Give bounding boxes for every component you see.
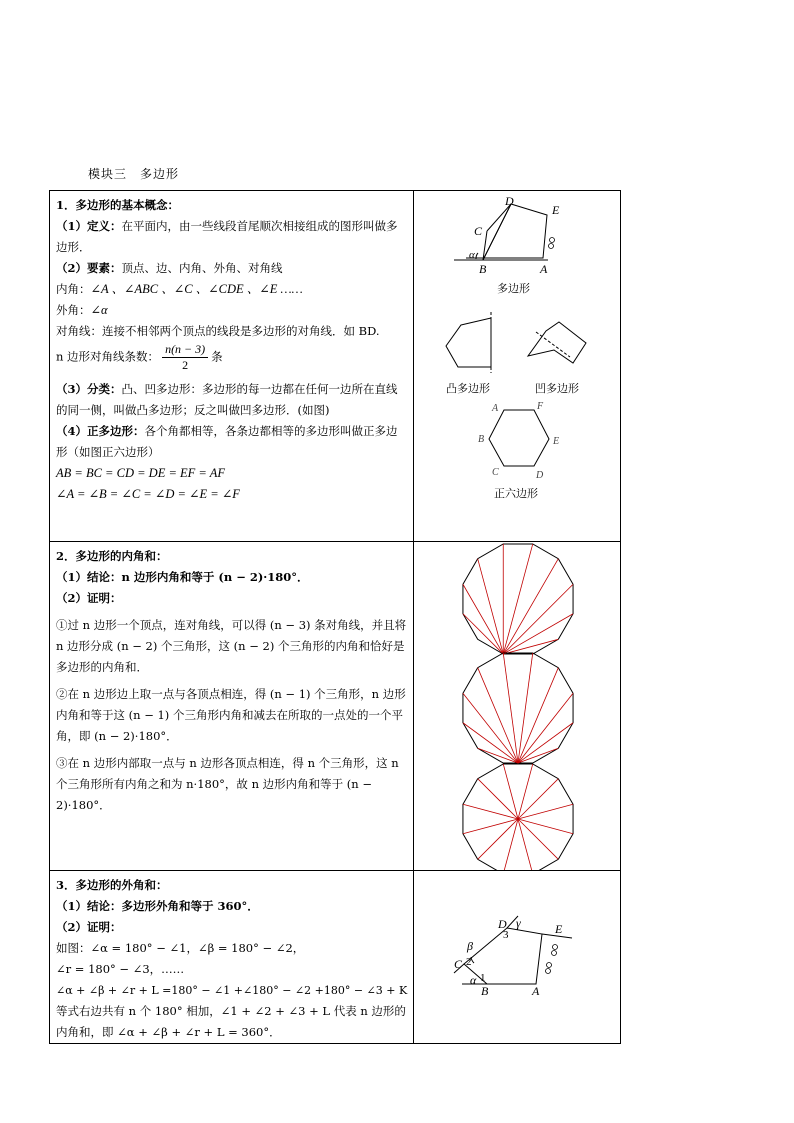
hex-label-a: A: [492, 403, 499, 414]
angle-2-label: 2: [466, 956, 472, 968]
interior-point-line: [503, 764, 518, 819]
content-table: [49, 190, 621, 1044]
section-1-heading: 1．多边形的基本概念：: [56, 198, 180, 212]
break-marks-2: [546, 945, 558, 974]
equal-sides: AB = BC = CD = DE = EF = AF: [56, 466, 226, 480]
elements: （2）要素：顶点、边、内角、外角、对角线: [56, 261, 283, 275]
diagonal-formula: $\frac{n(n - 3)}{2}$: [162, 342, 208, 373]
ext-label-e: E: [555, 922, 563, 936]
hexagon-caption: 正六边形: [494, 487, 539, 500]
dodecagon-side-point: [463, 653, 573, 763]
section-2-text: [50, 542, 414, 871]
hex-label-f: F: [537, 401, 544, 412]
interior-sum-figures: [414, 542, 620, 870]
section-1-text: [50, 191, 414, 542]
section-3-figures: [414, 871, 621, 1044]
hex-label-e: E: [553, 436, 560, 447]
proof-method-3: ③在 n 边形内部取一点与 n 边形各顶点相连，得 n 个三角形，这 n 个三角形所有内角之和为 n·180°，故 n 边形内角和等于 (n − 2)·180°．: [56, 756, 399, 812]
diagonal-line: [503, 614, 573, 654]
proof-method-2: ②在 n 边形边上取一点与各顶点相连，得 (n − 1) 个三角形，n 边形内角和等于这 (n − 1) 个三角形内角和减去在所取的一点处的一个平角，即 (n − 2)·180°．: [56, 687, 406, 743]
section-3-heading: 3．多边形的外角和：: [56, 878, 168, 892]
interior-sum-proof-label: （2）证明：: [56, 591, 122, 605]
ext-label-beta: β: [467, 939, 474, 953]
proof-line-1: 如图：∠α = 180° − ∠1，∠β = 180° − ∠2，: [56, 941, 305, 955]
diagonal-line: [503, 544, 533, 654]
interior-sum-conclusion: （1）结论：n 边形内角和等于 (n − 2)·180°．: [56, 570, 309, 584]
convex-polygon-figure: [446, 312, 491, 373]
section-2-heading: 2．多边形的内角和：: [56, 549, 168, 563]
ext-label-c: C: [454, 957, 463, 971]
exterior-sum-conclusion: （1）结论：多边形外角和等于 360°．: [56, 899, 259, 913]
hex-label-c: C: [492, 467, 499, 478]
proof-line-2: ∠r = 180° − ∠3，……: [56, 962, 185, 976]
section-3-text: [50, 871, 414, 1044]
exterior-sum-proof-label: （2）证明：: [56, 920, 122, 934]
interior-point-line: [518, 804, 573, 819]
ext-label-a: A: [532, 984, 540, 998]
exterior-angle: 外角：∠α: [56, 303, 108, 317]
pentagon-caption: 多边形: [497, 282, 531, 295]
section-3-row: [50, 871, 621, 1044]
regular-hexagon-figure: [489, 410, 549, 466]
concave-caption: 凹多边形: [535, 382, 580, 395]
label-e: E: [552, 203, 560, 217]
label-d: D: [505, 194, 514, 208]
interior-point-line: [463, 804, 518, 819]
hex-label-b: B: [478, 434, 485, 445]
diagonal-definition: 对角线：连接不相邻两个顶点的线段是多边形的对角线．如 BD.: [56, 324, 380, 338]
proof-line-3: ∠α + ∠β + ∠r + L =180° − ∠1 +∠180° − ∠2 +180° − ∠3 + K: [56, 984, 408, 997]
label-alpha: α: [469, 249, 475, 261]
interior-point-line: [478, 819, 518, 859]
ext-label-gamma: γ: [516, 916, 521, 930]
section-2-figures: [414, 542, 621, 871]
classification: （3）分类：凸、凹多边形：多边形的每一边都在任何一边所在直线的同一侧，叫做凸多边形；反之叫做凹多边形．(如图): [56, 382, 398, 417]
section-1-row: [50, 191, 621, 542]
section-1-figures: [414, 191, 621, 542]
interior-point-line: [463, 819, 518, 834]
ext-label-alpha: α: [470, 973, 477, 987]
diagonal-line: [478, 559, 504, 654]
ext-label-d: D: [498, 917, 507, 931]
ext-label-b: B: [481, 984, 489, 998]
section-2-row: [50, 542, 621, 871]
proof-line-4: 等式右边共有 n 个 180° 相加，∠1 + ∠2 + ∠3 + L 代表 n 边形的内角和，即 ∠α + ∠β + ∠r + L = 360°．: [56, 1004, 406, 1039]
break-marks: [549, 238, 555, 249]
diagonal-line: [503, 584, 573, 654]
proof-method-1: ①过 n 边形一个顶点，连对角线，可以得 (n − 3) 条对角线，并且将 n 边形分成 (n − 2) 个三角形，这 (n − 2) 个三角形的内角和恰好是多边形的内角和．: [56, 618, 407, 674]
diagonal-line: [463, 584, 503, 654]
label-c: C: [474, 224, 483, 238]
hex-label-d: D: [536, 470, 544, 481]
diagonal-count: n 边形对角线条数： $\frac{n(n - 3)}{2}$ 条: [56, 342, 223, 372]
label-b: B: [479, 262, 487, 276]
angle-1-label: 1: [480, 972, 486, 984]
interior-point-line: [518, 779, 558, 819]
module-title: 模块三 多边形: [88, 167, 180, 181]
diagonal-line: [503, 559, 558, 654]
convex-caption: 凸多边形: [446, 382, 491, 395]
definition: （1）定义：在平面内，由一些线段首尾顺次相接组成的图形叫做多边形．: [56, 219, 398, 254]
interior-point-line: [518, 819, 573, 834]
angle-3-label: 3: [503, 929, 509, 941]
polygon-figures: [414, 191, 620, 541]
interior-angles: 内角：∠A 、∠ABC 、∠C 、∠CDE 、∠E ……: [56, 282, 303, 296]
regular-polygon: （4）正多边形：各个角都相等，各条边都相等的多边形叫做正多边形（如图正六边形）: [56, 424, 398, 459]
interior-point-line: [518, 764, 533, 819]
diagonal-line: [503, 639, 558, 654]
exterior-angle-figure: [414, 871, 620, 1039]
equal-angles: ∠A = ∠B = ∠C = ∠D = ∠E = ∠F: [56, 487, 240, 501]
concave-polygon-figure: [528, 322, 586, 363]
interior-point-line: [478, 779, 518, 819]
dodecagon-interior-point: [463, 764, 573, 870]
interior-point-line: [518, 819, 558, 859]
label-a: A: [540, 262, 548, 276]
